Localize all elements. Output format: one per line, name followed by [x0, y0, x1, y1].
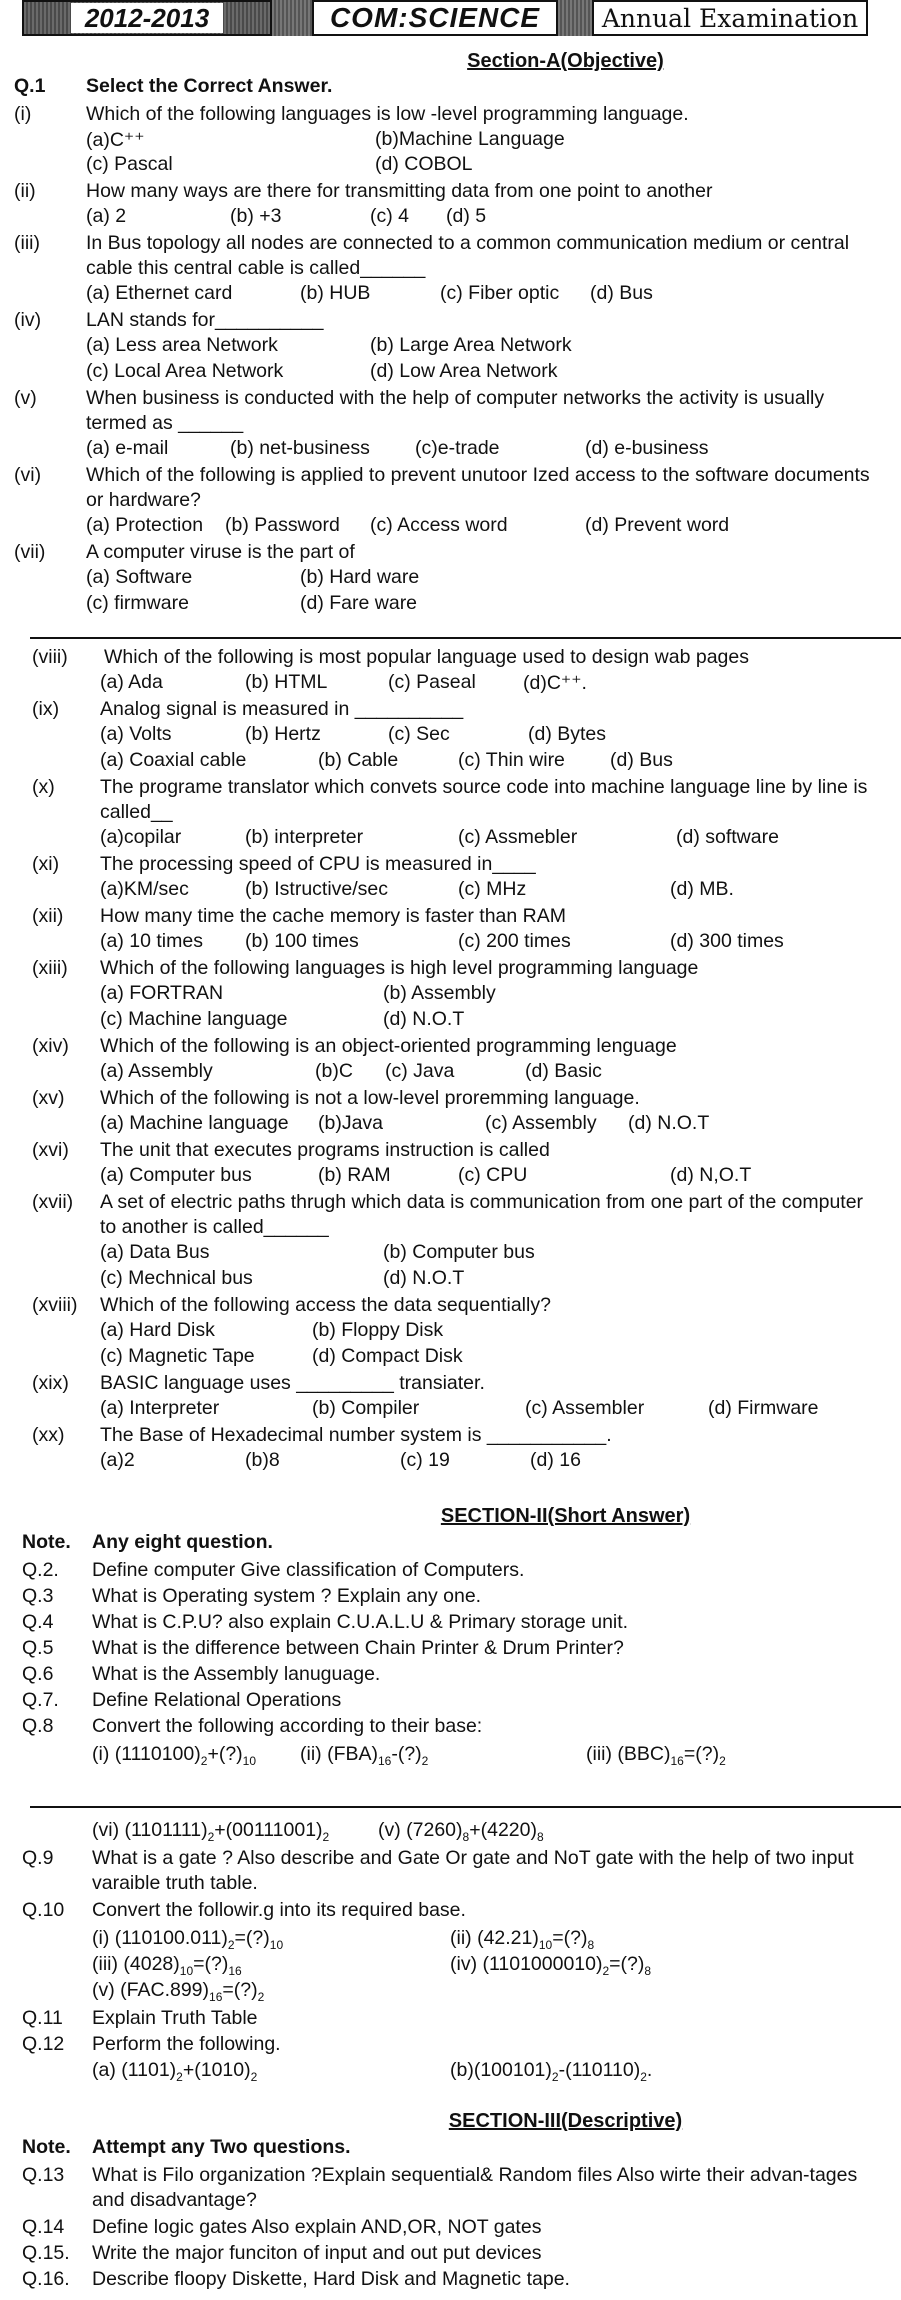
answer-option: (d) Prevent word — [585, 514, 730, 536]
question-text: What is Operating system ? Explain any one. — [92, 1585, 482, 1607]
answer-option: (d) N,O.T — [670, 1164, 752, 1186]
answer-option: (d) 16 — [530, 1449, 581, 1471]
question-stem: In Bus topology all nodes are connected to a common communication medium or central cable this central cable is called______ — [86, 232, 850, 279]
answer-option: (d) MB. — [670, 878, 734, 900]
answer-option: (a) Computer bus — [100, 1164, 252, 1186]
answer-option: (c) Assmebler — [458, 826, 578, 848]
expression-text: (i) (1110100) — [92, 1743, 201, 1765]
answer-option: (c) Access word — [370, 514, 508, 536]
question-number: Q.5 — [22, 1637, 54, 1659]
header-year: 2012-2013 — [71, 3, 223, 33]
expression-text: (a) (1101) — [92, 2059, 177, 2081]
question-stem: The Base of Hexadecimal number system is ___________. — [100, 1424, 612, 1446]
answer-option: (c) firmware — [86, 592, 189, 614]
question-number: (xvi) — [32, 1139, 69, 1161]
answer-option: (d) N.O.T — [383, 1008, 465, 1030]
question-number: (xiv) — [32, 1035, 69, 1057]
question-stem: The unit that executes programs instruction is called — [100, 1139, 550, 1161]
expression-text: (v) (7260) — [378, 1819, 463, 1841]
question-number: (ii) — [14, 180, 36, 202]
base-subscript: 2 — [227, 1937, 235, 1952]
question-number: (xiii) — [32, 957, 68, 979]
answer-option: (a) 10 times — [100, 930, 203, 952]
conversion-expression — [300, 1742, 428, 1774]
answer-option: (b) Cable — [318, 749, 399, 771]
base-subscript: 2 — [176, 2069, 183, 2084]
answer-option: (c) Machine language — [100, 1008, 288, 1030]
answer-option: (b)C — [315, 1060, 353, 1082]
question-number: (vi) — [14, 464, 42, 486]
base-subscript: 16 — [670, 1753, 684, 1768]
section-b-title: SECTION-II(Short Answer) — [440, 1505, 691, 1527]
question-stem: The processing speed of CPU is measured in____ — [100, 853, 536, 875]
divider — [30, 637, 901, 639]
expression-text: (iii) (BBC) — [586, 1743, 671, 1765]
expression-text: (vi) (1101111) — [92, 1819, 208, 1841]
answer-option: (d) 300 times — [670, 930, 784, 952]
base-subscript: 2 — [207, 1829, 215, 1844]
base-subscript: 2 — [322, 1829, 330, 1844]
answer-option: (d)C⁺⁺. — [523, 672, 587, 694]
expression-text: (v) (FAC.899) — [92, 1979, 210, 2001]
answer-option: (d) Bus — [610, 749, 673, 771]
answer-option: (b)8 — [245, 1449, 280, 1471]
question-stem: Which of the following is an object-oriented programming lenguage — [100, 1035, 677, 1057]
base-subscript: 2 — [257, 1989, 265, 2004]
conversion-expression — [450, 1952, 651, 1984]
answer-option: (d) N.O.T — [628, 1112, 710, 1134]
header-year-box — [22, 0, 272, 36]
answer-option: (a) Ethernet card — [86, 282, 233, 304]
answer-option: (a) FORTRAN — [100, 982, 224, 1004]
expression-text: (b)(100101) — [450, 2059, 552, 2081]
question-text: Define Relational Operations — [92, 1689, 342, 1711]
question-number: Q.9 — [22, 1847, 54, 1869]
expression-text: +(00111001) — [214, 1819, 323, 1841]
base-subscript: 10 — [269, 1937, 284, 1952]
question-number: Q.15. — [22, 2242, 70, 2264]
section-c-title: SECTION-III(Descriptive) — [448, 2110, 683, 2132]
question-number: Q.3 — [22, 1585, 54, 1607]
answer-option: (a) Software — [86, 566, 193, 588]
question-number: (xviii) — [32, 1294, 78, 1316]
question-number: Q.14 — [22, 2216, 65, 2238]
header-exam-box — [592, 0, 868, 36]
answer-option: (a)copilar — [100, 826, 182, 848]
answer-option: (d) Compact Disk — [312, 1345, 463, 1367]
answer-option: (c) Pascal — [86, 153, 173, 175]
answer-option: (a) Less area Network — [86, 334, 278, 356]
answer-option: (a) Protection — [86, 514, 204, 536]
q1-title: Select the Correct Answer. — [86, 75, 333, 97]
answer-option: (d) N.O.T — [383, 1267, 465, 1289]
question-number: (iii) — [14, 232, 40, 254]
answer-option: (b) Floppy Disk — [312, 1319, 444, 1341]
answer-option: (c) Local Area Network — [86, 360, 284, 382]
question-number: Q.2. — [22, 1559, 59, 1581]
question-number: Q.16. — [22, 2268, 70, 2290]
answer-option: (d) e-business — [585, 437, 709, 459]
answer-option: (d) Bytes — [528, 723, 607, 745]
question-number: Q.6 — [22, 1663, 54, 1685]
header-subject: COM:SCIENCE — [329, 2, 541, 33]
base-subscript: 10 — [179, 1963, 194, 1978]
question-number: (viii) — [32, 646, 68, 668]
base-subscript: 2 — [200, 1753, 208, 1768]
question-stem: The programe translator which convets source code into machine language line by line is called__ — [100, 776, 868, 823]
answer-option: (c) 200 times — [458, 930, 571, 952]
answer-option: (d) Fare ware — [300, 592, 418, 614]
question-stem: A computer viruse is the part of — [86, 541, 355, 563]
question-text: Define computer Give classification of Computers. — [92, 1559, 525, 1581]
answer-option: (b) Hertz — [245, 723, 321, 745]
answer-option: (c) Assembly — [485, 1112, 597, 1134]
answer-option: (c) MHz — [458, 878, 527, 900]
answer-option: (a)KM/sec — [100, 878, 189, 900]
expression-text: +(4220) — [469, 1819, 537, 1841]
question-text: What is C.P.U? also explain C.U.A.L.U & Primary storage unit. — [92, 1611, 629, 1633]
answer-option: (a) Ada — [100, 671, 163, 693]
answer-option: (a) Hard Disk — [100, 1319, 215, 1341]
answer-option: (d) software — [676, 826, 779, 848]
question-number: (xx) — [32, 1424, 65, 1446]
answer-option: (a) Data Bus — [100, 1241, 210, 1263]
answer-option: (d) Basic — [525, 1060, 602, 1082]
expression-text: =(?) — [552, 1927, 588, 1949]
expression-text: -(110110) — [558, 2059, 641, 2081]
header-strip — [272, 0, 312, 36]
base-subscript: 8 — [462, 1829, 470, 1844]
answer-option: (a) Coaxial cable — [100, 749, 247, 771]
q1-number: Q.1 — [14, 75, 46, 97]
section-a-title: Section-A(Objective) — [467, 50, 664, 72]
base-subscript: 2 — [602, 1963, 610, 1978]
question-number: (xii) — [32, 905, 64, 927]
answer-option: (d) COBOL — [375, 153, 473, 175]
question-number: Q.12 — [22, 2033, 65, 2055]
answer-option: (c) Java — [385, 1060, 455, 1082]
conversion-expression — [450, 2058, 652, 2090]
question-number: Q.7. — [22, 1689, 59, 1711]
answer-option: (c) CPU — [458, 1164, 528, 1186]
answer-option: (a) e-mail — [86, 437, 169, 459]
question-stem: How many time the cache memory is faster than RAM — [100, 905, 566, 927]
expression-text: -(?) — [391, 1743, 422, 1765]
question-number: (xv) — [32, 1087, 65, 1109]
answer-option: (b) interpreter — [245, 826, 364, 848]
question-stem: BASIC language uses _________ transiater. — [100, 1372, 485, 1394]
answer-option: (b) 100 times — [245, 930, 359, 952]
answer-option: (a)C⁺⁺ — [86, 129, 145, 151]
question-text: Define logic gates Also explain AND,OR, NOT gates — [92, 2216, 542, 2238]
base-subscript: 16 — [209, 1989, 223, 2004]
question-text: What is Filo organization ?Explain sequential& Random files Also wirte their advan-tages and disadvantage? — [92, 2164, 858, 2211]
expression-text: +(?) — [207, 1743, 243, 1765]
base-subscript: 16 — [377, 1753, 392, 1768]
base-subscript: 8 — [644, 1963, 652, 1978]
question-number: Q.13 — [22, 2164, 65, 2186]
question-number: (iv) — [14, 309, 42, 331]
question-stem: Which of the following is not a low-level proremming language. — [100, 1087, 640, 1109]
divider — [30, 1806, 901, 1808]
expression-text: =(?) — [234, 1927, 270, 1949]
question-number: Q.8 — [22, 1715, 54, 1737]
answer-option: (b) RAM — [318, 1164, 391, 1186]
question-text: Explain Truth Table — [92, 2007, 258, 2029]
conversion-expression — [586, 1742, 726, 1774]
base-subscript: 8 — [587, 1937, 595, 1952]
note-text: Attempt any Two questions. — [92, 2136, 351, 2158]
answer-option: (c) 19 — [400, 1449, 450, 1471]
expression-text: (ii) (42.21) — [450, 1927, 539, 1949]
answer-option: (b) Computer bus — [383, 1241, 535, 1263]
base-subscript: 10 — [242, 1753, 257, 1768]
question-stem: Which of the following languages is high level programming language — [100, 957, 699, 979]
base-subscript: 2 — [551, 2069, 559, 2084]
answer-option: (d) Low Area Network — [370, 360, 558, 382]
question-stem: LAN stands for__________ — [86, 309, 324, 331]
answer-option: (b)Java — [318, 1112, 384, 1134]
question-text: Convert the followir.g into its required base. — [92, 1899, 466, 1921]
question-stem: Which of the following is most popular language used to design wab pages — [104, 646, 749, 668]
expression-text: (iii) (4028) — [92, 1953, 180, 1975]
question-number: Q.10 — [22, 1899, 65, 1921]
header-strip — [558, 0, 592, 36]
question-number: (ix) — [32, 698, 60, 720]
expression-text: =(?) — [193, 1953, 229, 1975]
expression-text: . — [646, 2059, 653, 2081]
answer-option: (b) HUB — [300, 282, 371, 304]
header-exam: Annual Examination — [601, 3, 859, 33]
expression-text: +(1010) — [182, 2059, 251, 2081]
question-text: Write the major funciton of input and out put devices — [92, 2242, 542, 2264]
question-stem: Which of the following languages is low -level programming language. — [86, 103, 689, 125]
answer-option: (c) 4 — [370, 205, 409, 227]
answer-option: (b) +3 — [230, 205, 282, 227]
question-number: (x) — [32, 776, 55, 798]
answer-option: (d) Firmware — [708, 1397, 819, 1419]
answer-option: (b) net-business — [230, 437, 370, 459]
answer-option: (b) Assembly — [383, 982, 496, 1004]
question-stem: Analog signal is measured in __________ — [100, 698, 464, 720]
note-label: Note. — [22, 1531, 71, 1553]
answer-option: (b) Large Area Network — [370, 334, 572, 356]
conversion-expression — [92, 1742, 256, 1774]
answer-option: (c) Paseal — [388, 671, 476, 693]
note-label: Note. — [22, 2136, 71, 2158]
answer-option: (b) Hard ware — [300, 566, 420, 588]
answer-option: (a) Volts — [100, 723, 172, 745]
question-number: (xix) — [32, 1372, 69, 1394]
answer-option: (a) Assembly — [100, 1060, 213, 1082]
question-text: Describe floopy Diskette, Hard Disk and Magnetic tape. — [92, 2268, 570, 2290]
header-subject-box — [312, 0, 558, 36]
question-number: (i) — [14, 103, 32, 125]
base-subscript: 10 — [538, 1937, 553, 1952]
base-subscript: 2 — [421, 1753, 429, 1768]
answer-option: (a)2 — [100, 1449, 135, 1471]
answer-option: (c) Magnetic Tape — [100, 1345, 255, 1367]
question-text: What is the Assembly lanuguage. — [92, 1663, 381, 1685]
answer-option: (c) Sec — [388, 723, 450, 745]
conversion-expression — [92, 2058, 257, 2090]
base-subscript: 2 — [719, 1753, 726, 1768]
question-number: (vii) — [14, 541, 46, 563]
expression-text: (iv) (1101000010) — [450, 1953, 603, 1975]
question-text: What is a gate ? Also describe and Gate Or gate and NoT gate with the help of two input varaible truth table. — [92, 1847, 854, 1894]
answer-option: (b) Password — [225, 514, 340, 536]
question-text: Convert the following according to their base: — [92, 1715, 483, 1737]
question-number: (xi) — [32, 853, 60, 875]
question-stem: When business is conducted with the help of computer networks the activity is usually termed as ______ — [86, 387, 825, 434]
question-text: What is the difference between Chain Printer & Drum Printer? — [92, 1637, 624, 1659]
note-text: Any eight question. — [92, 1531, 273, 1553]
question-stem: A set of electric paths thrugh which data is communication from one part of the computer to another is called______ — [100, 1191, 864, 1238]
answer-option: (d) 5 — [446, 205, 487, 227]
question-number: (xvii) — [32, 1191, 74, 1213]
answer-option: (b) Compiler — [312, 1397, 420, 1419]
base-subscript: 8 — [536, 1829, 544, 1844]
answer-option: (b) Istructive/sec — [245, 878, 389, 900]
answer-option: (c)e-trade — [415, 437, 500, 459]
answer-option: (a) 2 — [86, 205, 127, 227]
question-stem: Which of the following access the data sequentially? — [100, 1294, 551, 1316]
answer-option: (a) Interpreter — [100, 1397, 220, 1419]
question-text: Perform the following. — [92, 2033, 281, 2055]
answer-option: (d) Bus — [590, 282, 653, 304]
expression-text: =(?) — [683, 1743, 720, 1765]
question-number: Q.11 — [22, 2007, 63, 2029]
answer-option: (c) Thin wire — [458, 749, 565, 771]
expression-text: =(?) — [609, 1953, 645, 1975]
answer-option: (c) Mechnical bus — [100, 1267, 253, 1289]
question-number: (v) — [14, 387, 37, 409]
base-subscript: 2 — [640, 2069, 647, 2084]
answer-option: (b)Machine Language — [375, 128, 565, 150]
expression-text: (i) (110100.011) — [92, 1927, 228, 1949]
base-subscript: 2 — [250, 2069, 258, 2084]
expression-text: =(?) — [222, 1979, 258, 2001]
base-subscript: 16 — [228, 1963, 242, 1978]
answer-option: (c) Fiber optic — [440, 282, 560, 304]
answer-option: (c) Assembler — [525, 1397, 645, 1419]
question-number: Q.4 — [22, 1611, 54, 1633]
question-stem: How many ways are there for transmitting data from one point to another — [86, 180, 713, 202]
expression-text: (ii) (FBA) — [300, 1743, 378, 1765]
answer-option: (b) HTML — [245, 671, 328, 693]
answer-option: (a) Machine language — [100, 1112, 289, 1134]
question-stem: Which of the following is applied to prevent unutoor Ized access to the software documents or hardware? — [86, 464, 870, 511]
